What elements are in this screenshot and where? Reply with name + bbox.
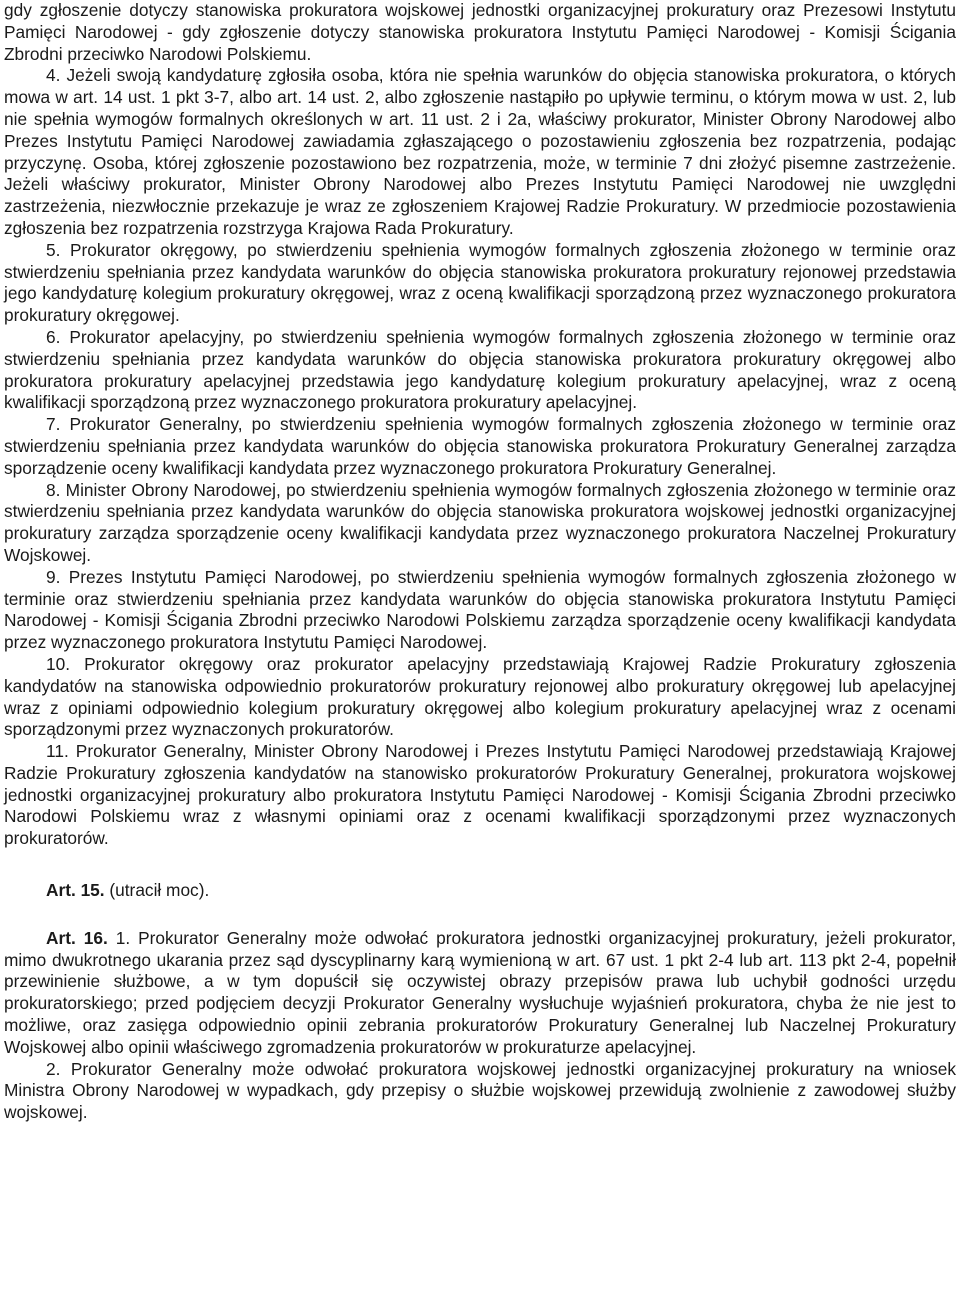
article-15 bbox=[4, 880, 956, 902]
paragraph-continuation: gdy zgłoszenie dotyczy stanowiska prokuratora wojskowej jednostki organizacyjnej prokuratury oraz Prezesowi Instytutu Pamięci Narodowej - gdy zgłoszenie dotyczy stanowiska prokuratora Instytutu Pamięci Narodowej - Komisji Ścigania Zbrodni przeciwko Narodowi Polskiemu. bbox=[4, 0, 956, 64]
paragraph-7: 7. Prokurator Generalny, po stwierdzeniu spełnienia wymogów formalnych zgłoszenia złożonego w terminie oraz stwierdzeniu spełniania przez kandydata warunków do objęcia stanowiska prokuratora Prokuratury Generalnej zarządza sporządzenie oceny kwalifikacji kandydata przez wyznaczonego prokuratora Prokuratury Generalnej. bbox=[4, 414, 956, 478]
paragraph-11: 11. Prokurator Generalny, Minister Obrony Narodowej i Prezes Instytutu Pamięci Narodowej przedstawiają Krajowej Radzie Prokuratury zgłoszenia kandydatów na stanowisko prokuratorów Prokuratury Generalnej, prokuratora wojskowej jednostki organizacyjnej prokuratury albo prokuratora Instytutu Pamięci Narodowej - Komisji Ścigania Zbrodni przeciwko Narodowi Polskiemu wraz z własnymi opiniami oraz z ocenami kwalifikacji sporządzonymi przez wyznaczonych prokuratorów. bbox=[4, 741, 956, 849]
article-16-p1-number: 1. bbox=[107, 927, 131, 948]
article-16-p1-text: Prokurator Generalny może odwołać prokuratora jednostki organizacyjnej prokuratury, jeżeli prokurator, mimo dwukrotnego ukarania przez sąd dyscyplinarny karą wymienioną w art. 67 ust. 1 pkt 2-4 lub art. 113 pkt 2-4, popełnił przewinienie służbowe, a w tym dopuścił się oczywistej obrazy przepisów prawa lub uchybił godności urzędu prokuratorskiego; przed podjęciem decyzji Prokurator Generalny wysłuchuje wyjaśnień prokuratora, chyba że nie jest to możliwe, oraz zasięga odpowiednio opinii zebrania prokuratorów Prokuratury Generalnej lub Naczelnej Prokuratury Wojskowej albo opinii właściwego zgromadzenia prokuratorów w prokuraturze apelacyjnej. bbox=[4, 927, 956, 1057]
article-15-text: (utracił moc). bbox=[104, 880, 210, 901]
spacer bbox=[4, 902, 956, 928]
paragraph-8: 8. Minister Obrony Narodowej, po stwierdzeniu spełnienia wymogów formalnych zgłoszenia złożonego w terminie oraz stwierdzeniu spełniania przez kandydata warunków do objęcia stanowiska prokuratora wojskowej jednostki organizacyjnej prokuratury zarządza sporządzenie oceny kwalifikacji kandydata przez wyznaczonego prokuratora Naczelnej Prokuratury Wojskowej. bbox=[4, 479, 956, 565]
paragraph-6: 6. Prokurator apelacyjny, po stwierdzeniu spełnienia wymogów formalnych zgłoszenia złożonego w terminie oraz stwierdzeniu spełniania przez kandydata warunków do objęcia stanowiska prokuratora prokuratury okręgowej albo prokuratora prokuratury apelacyjnej przedstawia jego kandydaturę kolegium prokuratury apelacyjnej, wraz z oceną kwalifikacji sporządzoną przez wyznaczonego prokuratora prokuratury apelacyjnej. bbox=[4, 326, 956, 413]
document-page bbox=[4, 0, 956, 1124]
paragraph-5: 5. Prokurator okręgowy, po stwierdzeniu spełnienia wymogów formalnych zgłoszenia złożonego w terminie oraz stwierdzeniu spełniania przez kandydata warunków do objęcia stanowiska prokuratora prokuratury rejonowej przedstawia jego kandydaturę kolegium prokuratury okręgowej, wraz z oceną kwalifikacji sporządzoną przez wyznaczonego prokuratora prokuratury okręgowej. bbox=[4, 239, 956, 326]
paragraph-10: 10. Prokurator okręgowy oraz prokurator apelacyjny przedstawiają Krajowej Radzie Prokuratury zgłoszenia kandydatów na stanowiska odpowiednio prokuratorów prokuratury rejonowej albo prokuratury okręgowej lub apelacyjnej wraz z opiniami odpowiednio kolegium prokuratury okręgowej albo kolegium prokuratury apelacyjnej wraz z ocenami sporządzonymi przez wyznaczonych prokuratorów. bbox=[4, 653, 956, 740]
article-16-paragraph-1 bbox=[4, 928, 956, 1059]
article-15-heading: Art. 15. bbox=[46, 880, 105, 901]
spacer bbox=[4, 850, 956, 880]
paragraph-9: 9. Prezes Instytutu Pamięci Narodowej, po stwierdzeniu spełnienia wymogów formalnych zgłoszenia złożonego w terminie oraz stwierdzeniu spełniania przez kandydata warunków do objęcia stanowiska prokuratora Instytutu Pamięci Narodowej - Komisji Ścigania Zbrodni przeciwko Narodowi Polskiemu zarządza sporządzenie oceny kwalifikacji kandydata przez wyznaczonego prokuratora Instytutu Pamięci Narodowej. bbox=[4, 566, 956, 653]
paragraph-4: 4. Jeżeli swoją kandydaturę zgłosiła osoba, która nie spełnia warunków do objęcia stanowiska prokuratora, o których mowa w art. 14 ust. 1 pkt 3-7, albo art. 14 ust. 2, albo zgłoszenie nastąpiło po upływie terminu, o którym mowa w ust. 2, lub nie spełnia wymogów formalnych określonych w art. 11 ust. 2 i 2a, właściwy prokurator, Minister Obrony Narodowej albo Prezes Instytutu Pamięci Narodowej zawiadamia zgłaszającego o pozostawieniu zgłoszenia bez rozpatrzenia, podając przyczynę. Osoba, której zgłoszenie pozostawiono bez rozpatrzenia, może, w terminie 7 dni złożyć pisemne zastrzeżenie. Jeżeli właściwy prokurator, Minister Obrony Narodowej albo Prezes Instytutu Pamięci Narodowej nie uwzględni zastrzeżenia, niezwłocznie przekazuje je wraz ze zgłoszeniem Krajowej Radzie Prokuratury. W przedmiocie pozostawienia zgłoszenia bez rozpatrzenia rozstrzyga Krajowa Rada Prokuratury. bbox=[4, 65, 956, 238]
article-16-paragraph-2: 2. Prokurator Generalny może odwołać prokuratora wojskowej jednostki organizacyjnej prokuratury na wniosek Ministra Obrony Narodowej w wypadkach, gdy przepisy o służbie wojskowej przewidują zwolnienie z zawodowej służby wojskowej. bbox=[4, 1058, 956, 1123]
article-16-heading: Art. 16. bbox=[46, 927, 108, 948]
